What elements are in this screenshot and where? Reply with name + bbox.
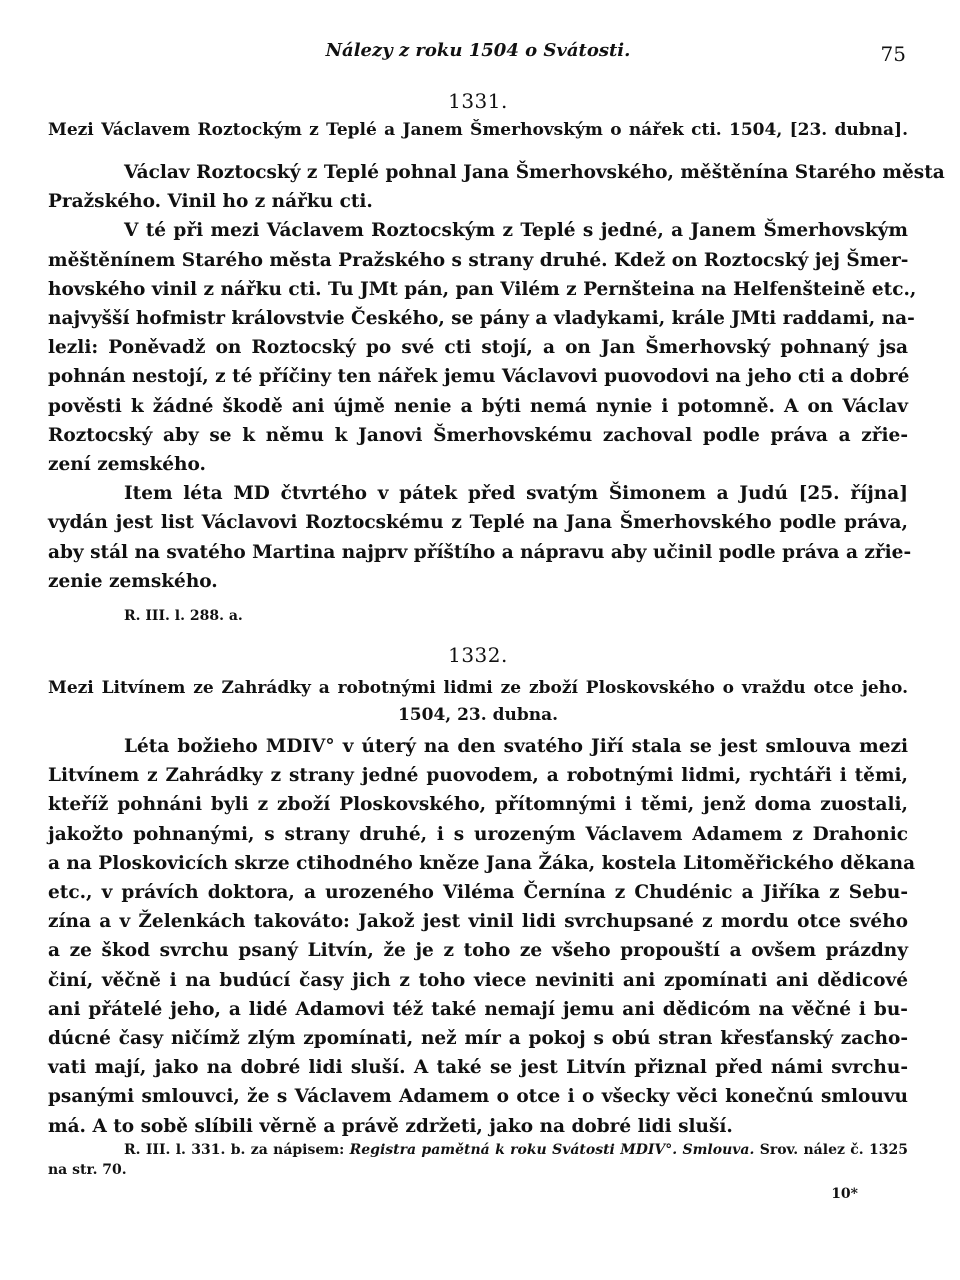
text-line: vydán jest list Václavovi Roztocskému z Teplé na Jana Šmerhovského podle práva, (48, 512, 908, 534)
source-lead: R. III. l. 331. b. za nápisem: (124, 1142, 350, 1158)
text-line: V té při mezi Václavem Roztocským z Teplé s jedné, a Janem Šmerhovským (124, 220, 908, 242)
text-line: ani přátelé jeho, a lidé Adamovi též také nemají jemu ani dědicóm na věčné i bu- (48, 998, 908, 1020)
text-line: Václav Roztocský z Teplé pohnal Jana Šmerhovského, měštěnína Starého města (124, 162, 945, 183)
text-line: Litvínem z Zahrádky z strany jedné puovodem, a robotnými lidmi, rychtáři i těmi, (48, 765, 908, 787)
text-line: najvyšší hofmistr královstvie Českého, se pány a vladykami, krále JMti raddami, na- (48, 308, 915, 330)
text-line: a na Ploskovicích skrze ctihodného kněze Jana Žáka, kostela Litoměřického děkana (48, 852, 916, 874)
text-line: hovského vinil z nářku cti. Tu JMt pán, pan Vilém z Pernšteina na Helfenšteině etc., (48, 278, 917, 300)
text-line: pohnán nestojí, z té příčiny ten nářek jemu Václavovi puovodovi na jeho cti a dobré (48, 366, 910, 388)
entry-regest (48, 117, 908, 144)
text-line: kteříž pohnáni byli z zboží Ploskovského, přítomnými i těmi, jenž doma zuostali, (48, 794, 908, 816)
source-continuation: na str. 70. (48, 1162, 127, 1178)
text-line: dúcné časy ničímž zlým zpomínati, než mír a pokoj s obú stran křesťanský zacho- (48, 1028, 908, 1050)
regest-date: 1504, 23. dubna. (397, 705, 559, 725)
entry-number: 1332. (448, 643, 508, 667)
text-line: aby stál na svatého Martina najprv příštího a nápravu aby učinil podle práva a zřie- (48, 541, 912, 563)
text-line: měštěnínem Starého města Pražského s strany druhé. Kdež on Roztocský jej Šmer- (48, 249, 909, 271)
source-note (48, 606, 908, 626)
text-line: etc., v právích doktora, a urozeného Viléma Černína z Chudénic a Jiříka z Sebu- (48, 882, 908, 904)
source-line: R. III. l. 288. a. (124, 608, 243, 624)
entry-body (48, 732, 916, 1141)
running-head (48, 38, 908, 68)
text-line: Léta božieho MDIV° v úterý na den svatého Jiří stala se jest smlouva mezi (124, 736, 908, 757)
text-line: vati mají, jako na dobré lidi sluší. A také se jest Litvín přiznal před námi svrchu- (48, 1057, 908, 1079)
text-line: jakožto pohnanými, s strany druhé, i s urozeným Václavem Adamem z Drahonic (48, 823, 908, 845)
text-line: zína a v Želenkách takováto: Jakož jest vinil lidi svrchupsané z mordu otce svého (48, 911, 908, 933)
text-line: činí, věčně i na budúcí časy jich z toho viece neviniti ani zpomínati ani dědicové (48, 969, 908, 991)
text-line: zení zemského. (48, 454, 206, 476)
entry-number: 1331. (448, 89, 508, 113)
regest-line: Mezi Václavem Roztockým z Teplé a Janem Šmerhovským o nářek cti. 1504, [23. dubna]. (48, 120, 908, 140)
source-italic: Registra pamětná k roku Svátosti MDIV°. Smlouva. (349, 1142, 755, 1158)
text-line: lezli: Poněvadž on Roztocský po své cti stojí, a on Jan Šmerhovský pohnaný jsa (48, 337, 908, 359)
page-number: 75 (880, 42, 906, 66)
text-line: Roztocský aby se k němu k Janovi Šmerhovskému zachoval podle práva a zřie- (48, 424, 908, 446)
text-line: pověsti k žádné škodě ani újmě nenie a býti nemá nynie i potomně. A on Václav (48, 395, 908, 417)
text-line: Item léta MD čtvrtého v pátek před svatým Šimonem a Judú [25. října] (124, 483, 908, 505)
text-line: má. A to sobě slíbili věrně a právě zdržeti, jako na dobré lidi sluší. (48, 1115, 733, 1137)
signature-mark: 10* (831, 1186, 858, 1202)
entry-regest (48, 675, 908, 729)
running-head-title: Nálezy z roku 1504 o Svátosti. (325, 40, 631, 61)
text-line: Pražského. Vinil ho z nářku cti. (48, 191, 373, 213)
source-line (48, 1140, 908, 1160)
text-line: psanými smlouvci, že s Václavem Adamem o otce i o všecky věci konečnú smlouvu (48, 1086, 908, 1108)
text-line: a ze škod svrchu psaný Litvín, že je z toho ze všeho propouští a ovšem prázdny (48, 940, 908, 962)
source-tail: Srov. nález č. 1325 (754, 1142, 908, 1158)
regest-line: Mezi Litvínem ze Zahrádky a robotnými lidmi ze zboží Ploskovského o vraždu otce jeho. (48, 678, 908, 698)
text-line: zenie zemského. (48, 570, 218, 592)
entry-body (48, 158, 945, 596)
document-page (48, 0, 945, 1280)
source-note (48, 1140, 908, 1180)
